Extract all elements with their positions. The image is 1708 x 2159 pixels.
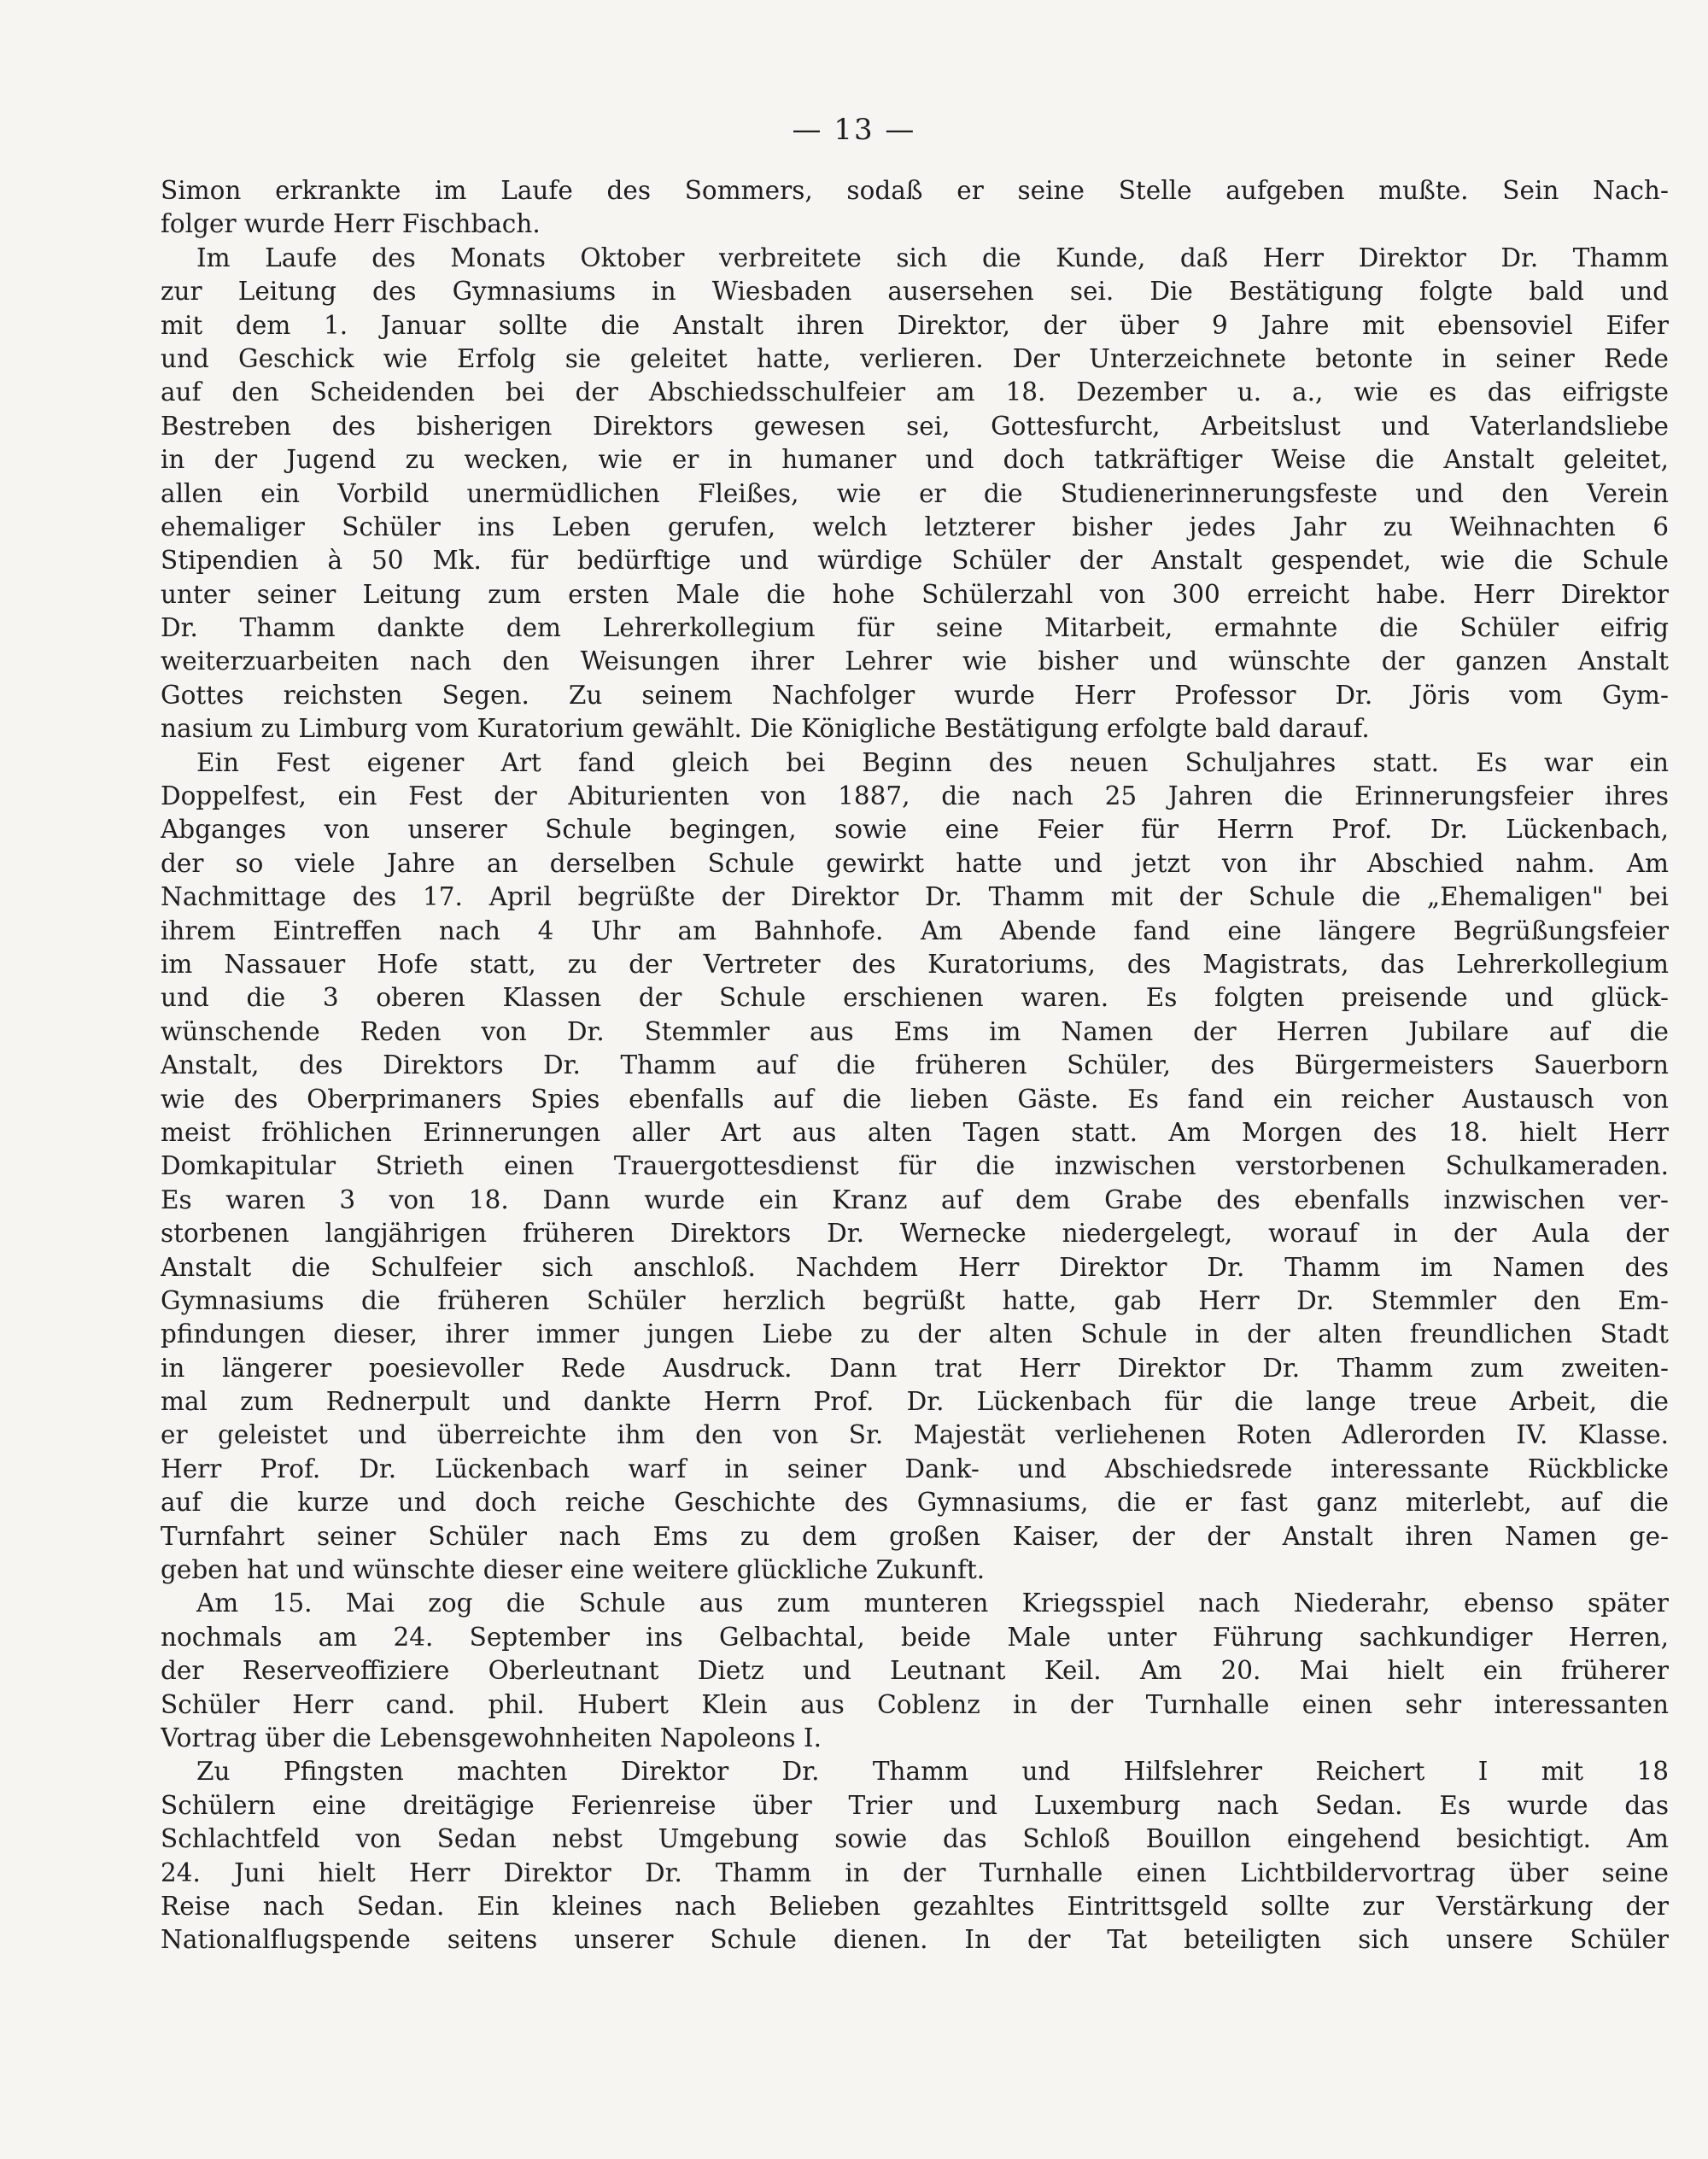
- text-line: wie des Oberprimaners Spies ebenfalls auf die lieben Gäste. Es fand ein reicher Austausch von: [161, 1084, 1669, 1114]
- text-line: Schlachtfeld von Sedan nebst Umgebung sowie das Schloß Bouillon eingehend besichtigt. Am: [161, 1824, 1669, 1854]
- text-line: Am 15. Mai zog die Schule aus zum munteren Kriegsspiel nach Niederahr, ebenso später: [196, 1589, 1669, 1618]
- paragraph-2: [161, 242, 1669, 746]
- paragraph-3: [161, 746, 1669, 1588]
- body-text: [161, 174, 1669, 1957]
- paragraph-1: [161, 174, 1669, 242]
- text-line: ehemaliger Schüler ins Leben gerufen, welch letzterer bisher jedes Jahr zu Weihnachten 6: [161, 512, 1669, 541]
- text-line: Vortrag über die Lebensgewohnheiten Napoleons I.: [161, 1723, 822, 1752]
- text-line: Ein Fest eigener Art fand gleich bei Beginn des neuen Schuljahres statt. Es war ein: [196, 747, 1669, 777]
- text-line: 24. Juni hielt Herr Direktor Dr. Thamm in der Turnhalle einen Lichtbildervortrag über seine: [161, 1858, 1669, 1887]
- paragraph-4: [161, 1587, 1669, 1755]
- text-line: Anstalt die Schulfeier sich anschloß. Nachdem Herr Direktor Dr. Thamm im Namen des: [161, 1252, 1669, 1282]
- text-line: Bestreben des bisherigen Direktors gewesen sei, Gottesfurcht, Arbeitslust und Vaterlandsliebe: [161, 411, 1669, 441]
- text-line: Schülern eine dreitägige Ferienreise über Trier und Luxemburg nach Sedan. Es wurde das: [161, 1790, 1669, 1820]
- text-line: pfindungen dieser, ihrer immer jungen Liebe zu der alten Schule in der alten freundlichen Stadt: [161, 1319, 1669, 1349]
- text-line: Simon erkrankte im Laufe des Sommers, sodaß er seine Stelle aufgeben mußte. Sein Nach-: [161, 176, 1669, 205]
- text-line: Im Laufe des Monats Oktober verbreitete sich die Kunde, daß Herr Direktor Dr. Thamm: [196, 243, 1669, 272]
- text-line: der Reserveoffiziere Oberleutnant Dietz und Leutnant Keil. Am 20. Mai hielt ein früherer: [161, 1656, 1669, 1686]
- text-line: wünschende Reden von Dr. Stemmler aus Ems im Namen der Herren Jubilare auf die: [161, 1016, 1669, 1046]
- text-line: nochmals am 24. September ins Gelbachtal, beide Male unter Führung sachkundiger Herren,: [161, 1622, 1669, 1652]
- text-line: meist fröhlichen Erinnerungen aller Art aus alten Tagen statt. Am Morgen des 18. hielt Herr: [161, 1117, 1669, 1147]
- text-line: Domkapitular Strieth einen Trauergottesdienst für die inzwischen verstorbenen Schulkameraden.: [161, 1151, 1669, 1181]
- text-line: Schüler Herr cand. phil. Hubert Klein aus Coblenz in der Turnhalle einen sehr interessanten: [161, 1689, 1669, 1719]
- text-line: Anstalt, des Direktors Dr. Thamm auf die früheren Schüler, des Bürgermeisters Sauerborn: [161, 1050, 1669, 1080]
- text-line: storbenen langjährigen früheren Direktors Dr. Wernecke niedergelegt, worauf in der Aula der: [161, 1219, 1669, 1249]
- text-line: er geleistet und überreichte ihm den von Sr. Majestät verliehenen Roten Adlerorden IV. Klasse.: [161, 1420, 1669, 1450]
- text-line: Stipendien à 50 Mk. für bedürftige und würdige Schüler der Anstalt gespendet, wie die Schule: [161, 546, 1669, 576]
- text-line: Dr. Thamm dankte dem Lehrerkollegium für seine Mitarbeit, ermahnte die Schüler eifrig: [161, 613, 1669, 643]
- text-line: geben hat und wünschte dieser eine weitere glückliche Zukunft.: [161, 1555, 986, 1585]
- text-line: Reise nach Sedan. Ein kleines nach Belieben gezahltes Eintrittsgeld sollte zur Verstärkung der: [161, 1891, 1669, 1921]
- paragraph-5: [161, 1755, 1669, 1957]
- page-number: — 13 —: [792, 113, 916, 147]
- text-line: auf die kurze und doch reiche Geschichte des Gymnasiums, die er fast ganz miterlebt, auf die: [161, 1488, 1669, 1518]
- text-line: folger wurde Herr Fischbach.: [161, 209, 541, 239]
- text-line: mal zum Rednerpult und dankte Herrn Prof. Dr. Lückenbach für die lange treue Arbeit, die: [161, 1387, 1669, 1417]
- text-line: nasium zu Limburg vom Kuratorium gewählt. Die Königliche Bestätigung erfolgte bald darauf.: [161, 714, 1370, 744]
- text-line: und die 3 oberen Klassen der Schule erschienen waren. Es folgten preisende und glück-: [161, 983, 1669, 1013]
- text-line: Doppelfest, ein Fest der Abiturienten von 1887, die nach 25 Jahren die Erinnerungsfeier ihres: [161, 781, 1669, 811]
- text-line: im Nassauer Hofe statt, zu der Vertreter des Kuratoriums, des Magistrats, das Lehrerkollegium: [161, 949, 1669, 979]
- text-line: Gottes reichsten Segen. Zu seinem Nachfolger wurde Herr Professor Dr. Jöris vom Gym-: [161, 680, 1669, 710]
- text-line: Herr Prof. Dr. Lückenbach warf in seiner Dank- und Abschiedsrede interessante Rückblicke: [161, 1454, 1669, 1483]
- text-line: zur Leitung des Gymnasiums in Wiesbaden ausersehen sei. Die Bestätigung folgte bald und: [161, 277, 1669, 307]
- text-line: in der Jugend zu wecken, wie er in humaner und doch tatkräftiger Weise die Anstalt geleitet,: [161, 445, 1669, 475]
- text-line: der so viele Jahre an derselben Schule gewirkt hatte und jetzt von ihr Abschied nahm. Am: [161, 848, 1669, 878]
- text-line: Nationalflugspende seitens unserer Schule dienen. In der Tat beteiligten sich unsere Schüler: [161, 1925, 1669, 1955]
- text-line: Es waren 3 von 18. Dann wurde ein Kranz auf dem Grabe des ebenfalls inzwischen ver-: [161, 1185, 1669, 1214]
- text-line: Gymnasiums die früheren Schüler herzlich begrüßt hatte, gab Herr Dr. Stemmler den Em-: [161, 1285, 1669, 1315]
- text-line: weiterzuarbeiten nach den Weisungen ihrer Lehrer wie bisher und wünschte der ganzen Anstalt: [161, 647, 1669, 676]
- text-line: Zu Pfingsten machten Direktor Dr. Thamm und Hilfslehrer Reichert I mit 18: [196, 1757, 1669, 1787]
- text-line: Nachmittage des 17. April begrüßte der Direktor Dr. Thamm mit der Schule die „Ehemaligen" bei: [161, 882, 1669, 912]
- text-line: in längerer poesievoller Rede Ausdruck. Dann trat Herr Direktor Dr. Thamm zum zweiten-: [161, 1353, 1669, 1383]
- text-line: auf den Scheidenden bei der Abschiedsschulfeier am 18. Dezember u. a., wie es das eifrigste: [161, 377, 1669, 407]
- text-line: Abganges von unserer Schule begingen, sowie eine Feier für Herrn Prof. Dr. Lückenbach,: [161, 815, 1669, 845]
- text-line: ihrem Eintreffen nach 4 Uhr am Bahnhofe. Am Abende fand eine längere Begrüßungsfeier: [161, 916, 1669, 945]
- text-line: Turnfahrt seiner Schüler nach Ems zu dem großen Kaiser, der der Anstalt ihren Namen ge-: [161, 1521, 1669, 1551]
- text-line: mit dem 1. Januar sollte die Anstalt ihren Direktor, der über 9 Jahre mit ebensoviel Eifer: [161, 310, 1669, 340]
- text-line: allen ein Vorbild unermüdlichen Fleißes, wie er die Studienerinnerungsfeste und den Verein: [161, 478, 1669, 508]
- text-line: unter seiner Leitung zum ersten Male die hohe Schülerzahl von 300 erreicht habe. Herr Direktor: [161, 579, 1669, 609]
- text-line: und Geschick wie Erfolg sie geleitet hatte, verlieren. Der Unterzeichnete betonte in seiner Rede: [161, 343, 1669, 373]
